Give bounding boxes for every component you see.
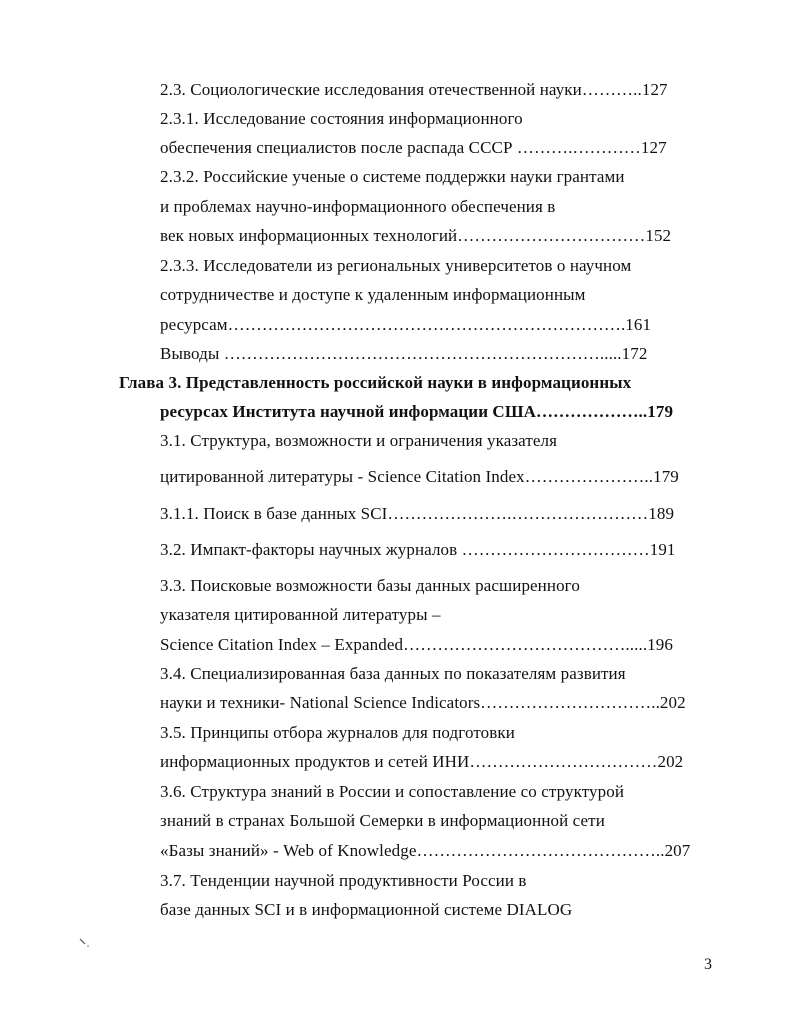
toc-entry-3-6-line2: знаний в странах Большой Семерки в информационной сети	[160, 811, 605, 830]
toc-entry-3-6-line3: «Базы знаний» - Web of Knowledge……………………………………..207	[160, 841, 691, 860]
toc-chapter-3-line1: Глава 3. Представленность российской науки в информационных	[119, 373, 632, 392]
toc-entry-2-3-2-line1: 2.3.2. Российские ученые о системе поддержки науки грантами	[160, 167, 625, 186]
toc-entry-3-7-line2: базе данных SCI и в информационной системе DIALOG	[160, 900, 573, 919]
toc-entry-conclusions: Выводы ………………………………………………………….....172	[160, 344, 648, 363]
toc-entry-2-3-1-line1: 2.3.1. Исследование состояния информационного	[160, 109, 523, 128]
toc-entry-3-5-line1: 3.5. Принципы отбора журналов для подготовки	[160, 723, 515, 742]
toc-entry-3-2: 3.2. Импакт-факторы научных журналов ……………………………191	[160, 540, 676, 559]
toc-entry-3-1-line2: цитированной литературы - Science Citation Index…………………..179	[160, 467, 679, 486]
toc-entry-2-3-1-line2: обеспечения специалистов после распада СССР ……….…………127	[160, 138, 667, 157]
page-number: 3	[704, 956, 712, 973]
toc-chapter-3-line2: ресурсах Института научной информации США………………..179	[160, 402, 674, 421]
scan-specks	[76, 936, 106, 956]
toc-entry-2-3-3-line3: ресурсам…………………………………………………………….161	[160, 315, 652, 334]
toc-entry-2-3-3-line2: сотрудничестве и доступе к удаленным информационным	[160, 285, 586, 304]
toc-entry-2-3-2-line3: век новых информационных технологий……………………………152	[160, 226, 672, 245]
toc-entry-3-3-line1: 3.3. Поисковые возможности базы данных расширенного	[160, 576, 580, 595]
toc-entry-2-3-2-line2: и проблемах научно-информационного обеспечения в	[160, 197, 556, 216]
toc-entry-3-3-line2: указателя цитированной литературы –	[160, 605, 441, 624]
toc-entry-2-3-3-line1: 2.3.3. Исследователи из региональных университетов о научном	[160, 256, 632, 275]
toc-entry-3-1-line1: 3.1. Структура, возможности и ограничения указателя	[160, 431, 558, 450]
toc-entry-3-5-line2: информационных продуктов и сетей ИНИ……………………………202	[160, 752, 684, 771]
toc-entry-3-4-line1: 3.4. Специализированная база данных по показателям развития	[160, 664, 626, 683]
toc-entry-2-3: 2.3. Социологические исследования отечественной науки………..127	[160, 80, 668, 99]
toc-entry-3-1-1: 3.1.1. Поиск в базе данных SCI………………….……………………189	[160, 504, 675, 523]
toc-entry-3-3-line3: Science Citation Index – Expanded………………………………….....196	[160, 635, 673, 654]
toc-entry-3-4-line2: науки и техники- National Science Indicators…………………………..202	[160, 693, 686, 712]
toc-entry-3-6-line1: 3.6. Структура знаний в России и сопоставление со структурой	[160, 782, 625, 801]
toc-entry-3-7-line1: 3.7. Тенденции научной продуктивности России в	[160, 871, 527, 890]
